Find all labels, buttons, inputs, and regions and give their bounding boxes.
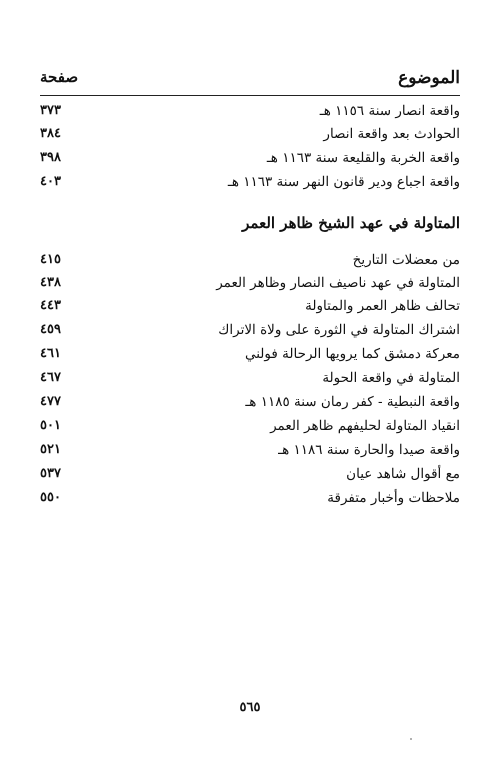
section-heading: المتاولة في عهد الشيخ ظاهر العمر [242, 214, 460, 232]
entry-page-number: ٤٠٣ [40, 174, 61, 189]
entry-page-number: ٣٨٤ [40, 126, 61, 141]
toc-entry [40, 394, 460, 418]
toc-entry [40, 466, 460, 490]
entry-title: واقعة اجباع ودير قانون النهر سنة ١١٦٣ هـ [227, 174, 460, 190]
entry-page-number: ٤١٥ [40, 252, 61, 267]
toc-entry [40, 490, 460, 514]
entry-title: المتاولة في واقعة الحولة [322, 370, 460, 386]
entry-title: ملاحظات وأخبار متفرقة [327, 490, 460, 506]
toc-entry [40, 346, 460, 370]
scan-speck [410, 738, 412, 740]
entry-title: واقعة انصار سنة ١١٥٦ هـ [319, 103, 460, 119]
entry-page-number: ٤٣٨ [40, 275, 61, 290]
toc-entry [40, 298, 460, 322]
toc-entry [40, 126, 460, 150]
entry-page-number: ٥٣٧ [40, 466, 61, 481]
entry-page-number: ٣٧٣ [40, 103, 61, 118]
entry-page-number: ٣٩٨ [40, 150, 61, 165]
toc-entry [40, 370, 460, 394]
page-column-heading: صفحة [40, 68, 79, 86]
toc-entry [40, 150, 460, 174]
entry-title: الحوادث بعد واقعة انصار [323, 126, 460, 142]
toc-entry [40, 252, 460, 276]
entry-page-number: ٥٢١ [40, 442, 61, 457]
entry-title: واقعة صيدا والحارة سنة ١١٨٦ هـ [278, 442, 460, 458]
page-number-footer: ٥٦٥ [239, 700, 261, 715]
toc-entry [40, 418, 460, 442]
entry-title: معركة دمشق كما يرويها الرحالة فولني [244, 346, 460, 362]
topic-column-heading: الموضوع [398, 68, 460, 88]
entry-page-number: ٥٥٠ [40, 490, 61, 505]
entry-title: مع أقوال شاهد عيان [346, 466, 460, 482]
entry-title: واقعة النبطية - كفر رمان سنة ١١٨٥ هـ [245, 394, 460, 410]
toc-entry [40, 322, 460, 346]
entry-title: اشتراك المتاولة في الثورة على ولاة الاتراك [218, 322, 460, 338]
toc-entry [40, 442, 460, 466]
toc-header [40, 68, 460, 94]
header-rule [40, 95, 460, 96]
entry-title: انقياد المتاولة لحليفهم ظاهر العمر [270, 418, 460, 434]
entry-title: تحالف ظاهر العمر والمتاولة [305, 298, 460, 314]
toc-entry [40, 174, 460, 198]
entry-page-number: ٤٧٧ [40, 394, 61, 409]
entry-page-number: ٤٥٩ [40, 322, 61, 337]
toc-entry [40, 103, 460, 127]
entry-page-number: ٤٦٧ [40, 370, 61, 385]
entry-title: المتاولة في عهد ناصيف النصار وظاهر العمر [216, 275, 460, 291]
toc-entry [40, 275, 460, 299]
entry-page-number: ٤٦١ [40, 346, 61, 361]
entry-title: من معضلات التاريخ [352, 252, 460, 268]
entry-title: واقعة الخربة والقليعة سنة ١١٦٣ هـ [266, 150, 460, 166]
entry-page-number: ٥٠١ [40, 418, 61, 433]
entry-page-number: ٤٤٣ [40, 298, 61, 313]
